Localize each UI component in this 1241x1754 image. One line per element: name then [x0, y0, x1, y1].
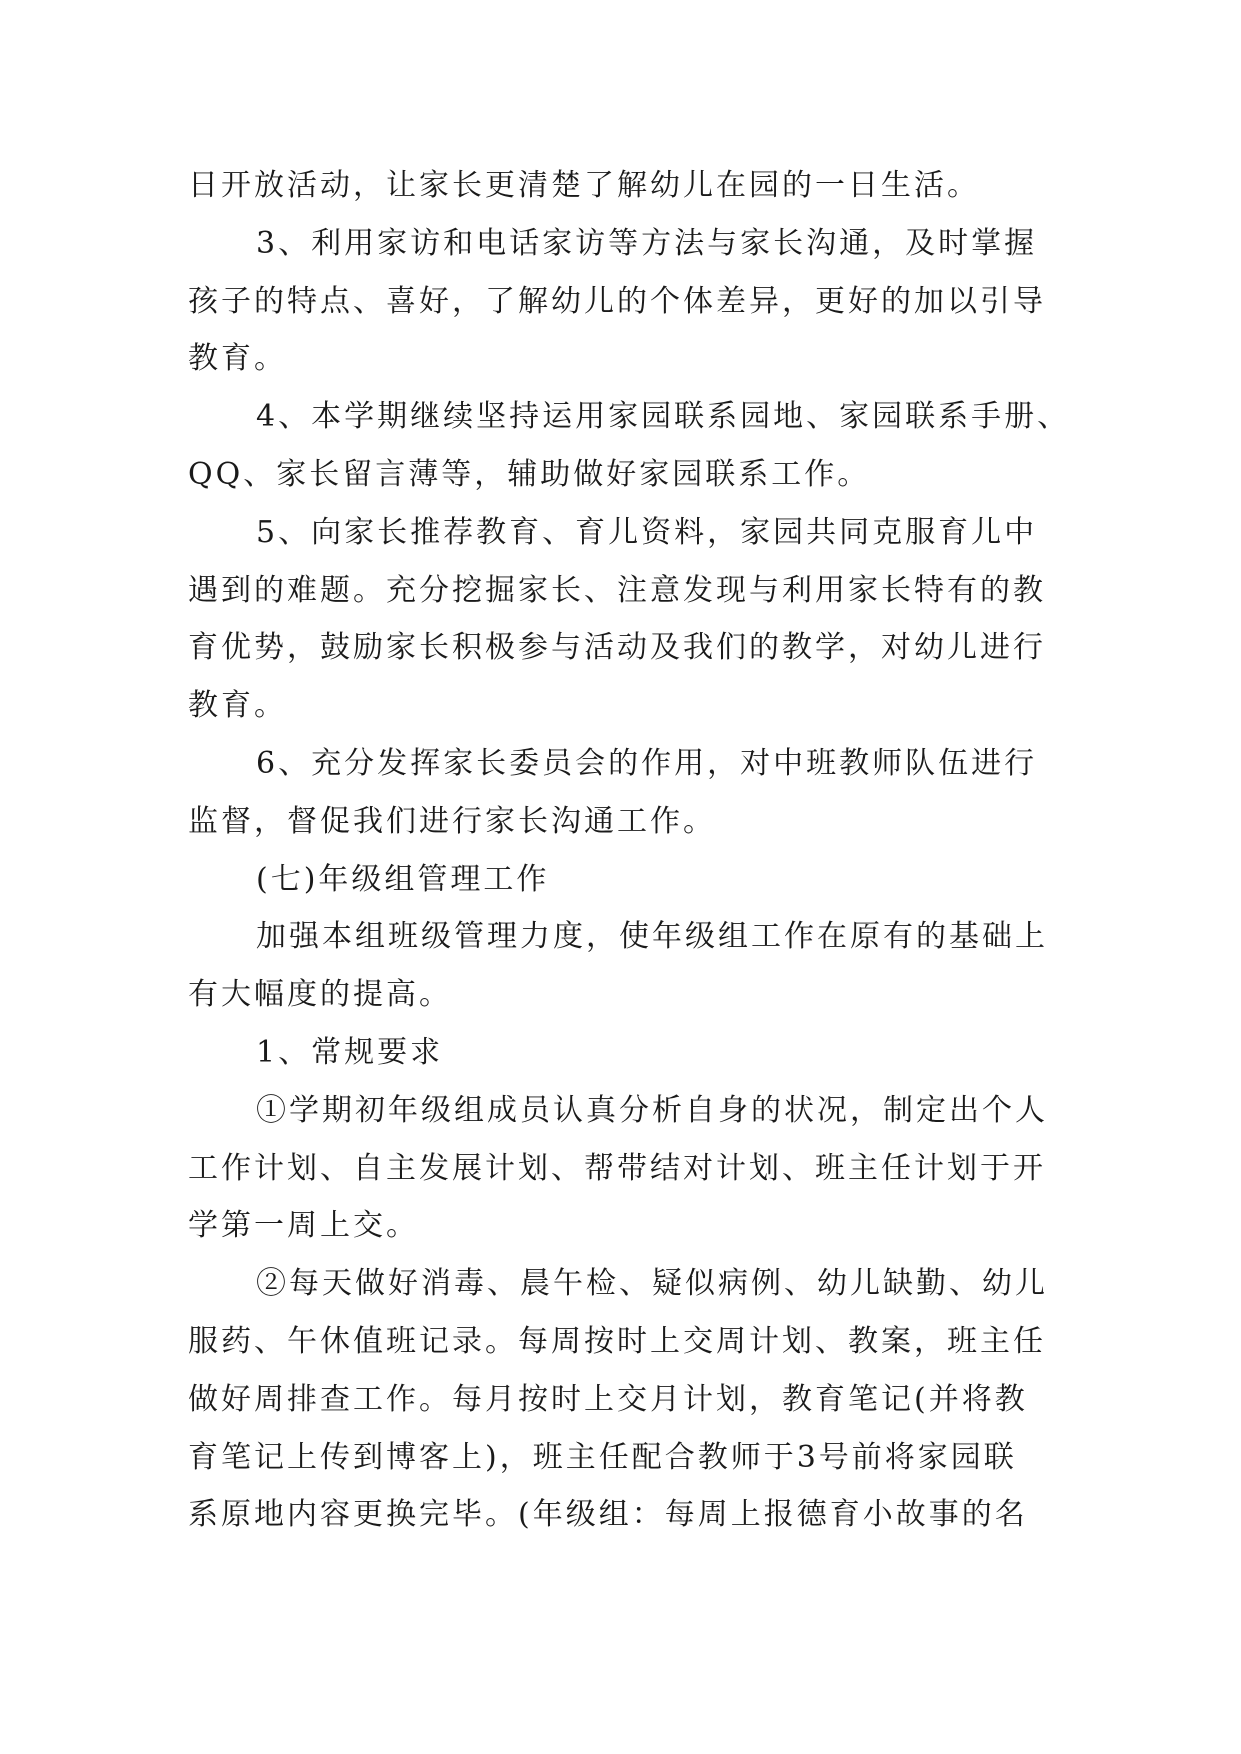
text-line: 工作计划、自主发展计划、帮带结对计划、班主任计划于开: [188, 1150, 1046, 1186]
text-line: QQ、家长留言薄等，辅助做好家园联系工作。: [188, 456, 871, 492]
text-line: ①学期初年级组成员认真分析自身的状况，制定出个人: [256, 1092, 1048, 1128]
text-line: 监督，督促我们进行家长沟通工作。: [188, 803, 716, 839]
text-line: 日开放活动，让家长更清楚了解幼儿在园的一日生活。: [188, 168, 980, 203]
body-text: [188, 157, 1071, 1544]
text-line: 遇到的难题。充分挖掘家长、注意发现与利用家长特有的教: [188, 572, 1046, 608]
text-line: 服药、午休值班记录。每周按时上交周计划、教案，班主任: [188, 1323, 1046, 1359]
text-line: 有大幅度的提高。: [188, 977, 452, 1013]
subsection-heading: 1、常规要求: [256, 1034, 444, 1070]
text-line: 孩子的特点、喜好，了解幼儿的个体差异，更好的加以引导: [188, 283, 1046, 319]
text-line: 5、向家长推荐教育、育儿资料，家园共同克服育儿中: [256, 514, 1038, 550]
text-line: 教育。: [188, 688, 287, 724]
text-line: 学第一周上交。: [188, 1208, 419, 1244]
text-line: 育笔记上传到博客上)，班主任配合教师于3号前将家园联: [188, 1439, 1017, 1475]
text-line: 6、充分发挥家长委员会的作用，对中班教师队伍进行: [256, 745, 1038, 781]
text-line: 系原地内容更换完毕。(年级组：每周上报德育小故事的名: [188, 1497, 1028, 1533]
text-line: 加强本组班级管理力度，使年级组工作在原有的基础上: [256, 919, 1048, 955]
section-heading: (七)年级组管理工作: [256, 861, 550, 897]
text-line: 3、利用家访和电话家访等方法与家长沟通，及时掌握: [256, 225, 1038, 261]
text-line: 育优势，鼓励家长积极参与活动及我们的教学，对幼儿进行: [188, 630, 1046, 666]
text-line: 教育。: [188, 341, 287, 377]
text-line: 做好周排查工作。每月按时上交月计划，教育笔记(并将教: [188, 1381, 1028, 1417]
text-line: ②每天做好消毒、晨午检、疑似病例、幼儿缺勤、幼儿: [256, 1266, 1048, 1302]
text-line: 4、本学期继续坚持运用家园联系园地、家园联系手册、: [256, 399, 1071, 435]
